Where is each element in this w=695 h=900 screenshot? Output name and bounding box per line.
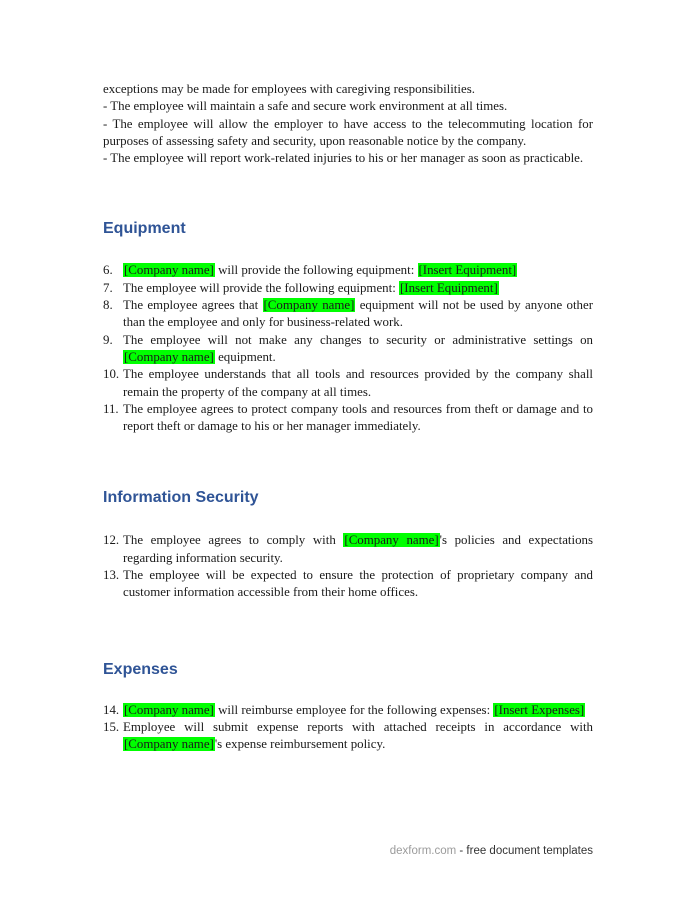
text-segment: The employee will not make any changes to security or administrative settings on: [123, 332, 593, 347]
list-item-text: [123, 366, 593, 401]
text-segment: The employee agrees to protect company tools and resources from theft or damage and to report theft or damage to his or her manager immediately.: [123, 401, 593, 434]
list-item-number: 15.: [103, 719, 120, 734]
list-item-number: 14.: [103, 702, 120, 717]
placeholder-highlight: [Company name]: [124, 702, 214, 717]
placeholder-highlight: [Company name]: [124, 349, 214, 364]
list-item: [103, 366, 593, 401]
paragraph: exceptions may be made for employees with caregiving responsibilities.: [103, 82, 475, 96]
intro-paragraphs: [103, 81, 593, 167]
section-heading-equipment: Equipment: [103, 220, 186, 238]
text-segment: will reimburse employee for the following expenses:: [214, 702, 494, 717]
paragraph: - The employee will maintain a safe and secure work environment at all times.: [103, 99, 508, 114]
section-heading-information-security: Information Security: [103, 489, 259, 507]
text-segment: The employee agrees that: [123, 298, 263, 313]
list-item-number: 9.: [103, 332, 113, 347]
list-item-text: [123, 702, 593, 719]
placeholder-highlight: [Company name]: [263, 298, 355, 313]
text-segment: Employee will submit expense reports with attached receipts in accordance with: [123, 719, 593, 734]
placeholder-highlight: [Company name]: [124, 737, 214, 752]
text-segment: 's expense reimbursement policy.: [214, 737, 386, 752]
text-segment: will provide the following equipment:: [214, 263, 418, 278]
list-item-number: 11.: [103, 401, 119, 416]
placeholder-highlight: [Insert Expenses]: [494, 702, 585, 717]
list-item: [103, 280, 593, 297]
paragraph: - The employee will report work-related injuries to his or her manager as soon as practicable.: [103, 151, 584, 166]
footer-text: - free document templates: [456, 845, 593, 857]
numbered-list-equipment: [103, 262, 593, 435]
list-item: [103, 702, 593, 719]
list-item-text: [123, 262, 593, 279]
list-item-text: [123, 280, 593, 297]
list-item-number: 10.: [103, 367, 120, 382]
paragraph: - The employee will allow the employer to have access to the telecommuting location for purposes of assessing safety and security, upon reasonable notice by the company.: [103, 116, 593, 148]
list-item-number: 8.: [103, 298, 113, 313]
list-item: [103, 297, 593, 332]
numbered-list-expenses: [103, 702, 593, 754]
placeholder-highlight: [Company name]: [344, 533, 439, 548]
list-item: [103, 719, 593, 754]
list-item-number: 12.: [103, 533, 120, 548]
placeholder-highlight: [Insert Equipment]: [418, 263, 517, 278]
list-item-text: [123, 567, 593, 602]
list-item-text: [123, 297, 593, 332]
list-item-text: [123, 719, 593, 754]
list-item-number: 6.: [103, 263, 113, 278]
list-item: [103, 532, 593, 567]
placeholder-highlight: [Insert Equipment]: [400, 280, 498, 295]
document-content: [103, 81, 593, 754]
footer: [103, 845, 593, 857]
placeholder-highlight: [Company name]: [124, 263, 214, 278]
numbered-list-information-security: [103, 532, 593, 601]
list-item-text: [123, 532, 593, 567]
text-segment: equipment will not be used by anyone other than the employee and only for business-related work.: [123, 298, 593, 330]
list-item: [103, 401, 593, 436]
text-segment: The employee will provide the following equipment:: [123, 280, 400, 295]
text-segment: equipment.: [214, 349, 276, 364]
list-item-number: 13.: [103, 568, 120, 583]
text-segment: The employee understands that all tools and resources provided by the company shall remain the property of the company at all times.: [123, 367, 593, 399]
list-item: [103, 262, 593, 279]
list-item: [103, 332, 593, 367]
text-segment: The employee agrees to comply with: [123, 533, 344, 548]
list-item: [103, 567, 593, 602]
section-heading-expenses: Expenses: [103, 660, 178, 678]
text-segment: 's policies and expectations regarding information security.: [123, 533, 593, 565]
list-item-text: [123, 401, 593, 436]
list-item-text: [123, 332, 593, 367]
list-item-number: 7.: [103, 280, 113, 295]
footer-link[interactable]: dexform.com: [389, 845, 457, 857]
text-segment: The employee will be expected to ensure the protection of proprietary company and customer information accessible from their home offices.: [123, 568, 593, 600]
